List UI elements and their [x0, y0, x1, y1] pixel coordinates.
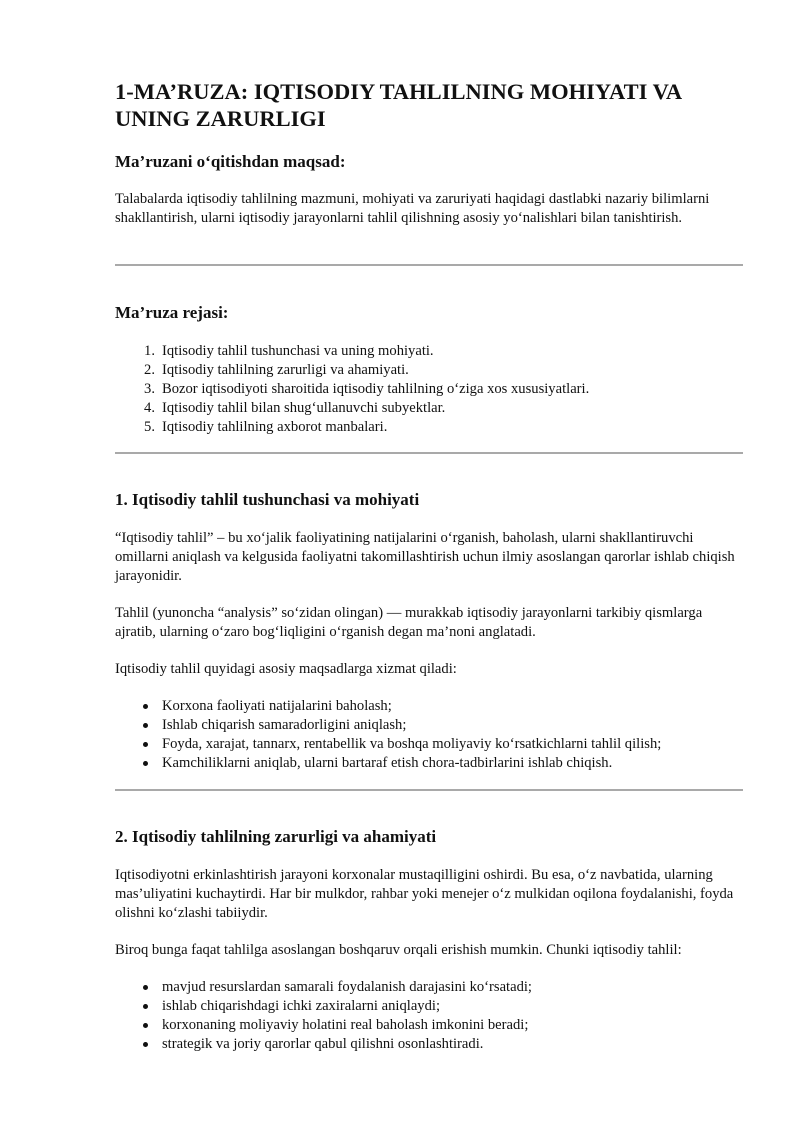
list-item: Korxona faoliyati natijalarini baholash;: [115, 697, 743, 716]
list-item: korxonaning moliyaviy holatini real baholash imkonini beradi;: [115, 1016, 743, 1035]
list-item: ishlab chiqarishdagi ichki zaxiralarni aniqlaydi;: [115, 997, 743, 1016]
list-item: mavjud resurslardan samarali foydalanish darajasini ko‘rsatadi;: [115, 978, 743, 997]
divider: [115, 452, 743, 454]
plan-item: 3. Bozor iqtisodiyoti sharoitida iqtisodiy tahlilning o‘ziga xos xususiyatlari.: [144, 381, 590, 397]
bullet-icon: [143, 742, 148, 747]
section2-bullet-list: [115, 978, 743, 1054]
goal-heading: Ma’ruzani o‘qitishdan maqsad:: [115, 152, 346, 171]
section2-heading: 2. Iqtisodiy tahlilning zarurligi va ahamiyati: [115, 827, 437, 846]
section1-paragraph: Iqtisodiy tahlil quyidagi asosiy maqsadlarga xizmat qiladi:: [115, 661, 457, 677]
section1-heading: 1. Iqtisodiy tahlil tushunchasi va mohiyati: [115, 490, 420, 509]
bullet-icon: [143, 985, 148, 990]
page-title: 1-MA’RUZA: IQTISODIY TAHLILNING MOHIYATI VA UNING ZARURLIGI: [115, 79, 681, 131]
divider: [115, 789, 743, 791]
section1-paragraph: “Iqtisodiy tahlil” – bu xo‘jalik faoliyatining natijalarini o‘rganish, baholash, ularni shakllantiruvchi omillarni aniqlash va kelgusida faoliyatni takomillashtirish uchun ilmiy asoslangan qarorlar ishlab chiqish jarayonidir.: [115, 530, 735, 584]
plan-item: 1. Iqtisodiy tahlil tushunchasi va uning mohiyati.: [144, 343, 434, 359]
section1-bullet-list: [115, 697, 743, 773]
list-item: strategik va joriy qarorlar qabul qilishni osonlashtiradi.: [115, 1035, 743, 1054]
plan-item: 4. Iqtisodiy tahlil bilan shug‘ullanuvchi subyektlar.: [144, 400, 446, 416]
list-item: Ishlab chiqarish samaradorligini aniqlash;: [115, 716, 743, 735]
divider: [115, 264, 743, 266]
goal-text: Talabalarda iqtisodiy tahlilning mazmuni, mohiyati va zaruriyati haqidagi dastlabki nazariy bilimlarni shakllantirish, ularni iqtisodiy jarayonlarni tahlil qilishning asosiy yo‘nalishlari bilan tanishtirish.: [115, 191, 710, 226]
section2-paragraph: Iqtisodiyotni erkinlashtirish jarayoni korxonalar mustaqilligini oshirdi. Bu esa, o‘z navbatida, ularning mas’uliyatini kuchaytirdi. Har bir mulkdor, rahbar yoki menejer o‘z mulkidan oqilona foydalanishi, foyda olishni ko‘zlashi tabiiydir.: [115, 867, 734, 921]
bullet-icon: [143, 1042, 148, 1047]
bullet-icon: [143, 761, 148, 766]
bullet-icon: [143, 704, 148, 709]
bullet-icon: [143, 1023, 148, 1028]
bullet-icon: [143, 723, 148, 728]
plan-item: 5. Iqtisodiy tahlilning axborot manbalari.: [144, 419, 388, 435]
plan-heading: Ma’ruza rejasi:: [115, 303, 229, 322]
plan-list: [115, 342, 743, 437]
list-item: Kamchiliklarni aniqlab, ularni bartaraf etish chora-tadbirlarini ishlab chiqish.: [115, 754, 743, 773]
section2-paragraph: Biroq bunga faqat tahlilga asoslangan boshqaruv orqali erishish mumkin. Chunki iqtisodiy tahlil:: [115, 942, 682, 958]
section1-paragraph: Tahlil (yunoncha “analysis” so‘zidan olingan) — murakkab iqtisodiy jarayonlarni tarkibiy qismlarga ajratib, ularning o‘zaro bog‘liqligini o‘rganish degan ma’noni anglatadi.: [115, 605, 703, 640]
plan-item: 2. Iqtisodiy tahlilning zarurligi va ahamiyati.: [144, 362, 409, 378]
list-item: Foyda, xarajat, tannarx, rentabellik va boshqa moliyaviy ko‘rsatkichlarni tahlil qilish;: [115, 735, 743, 754]
bullet-icon: [143, 1004, 148, 1009]
